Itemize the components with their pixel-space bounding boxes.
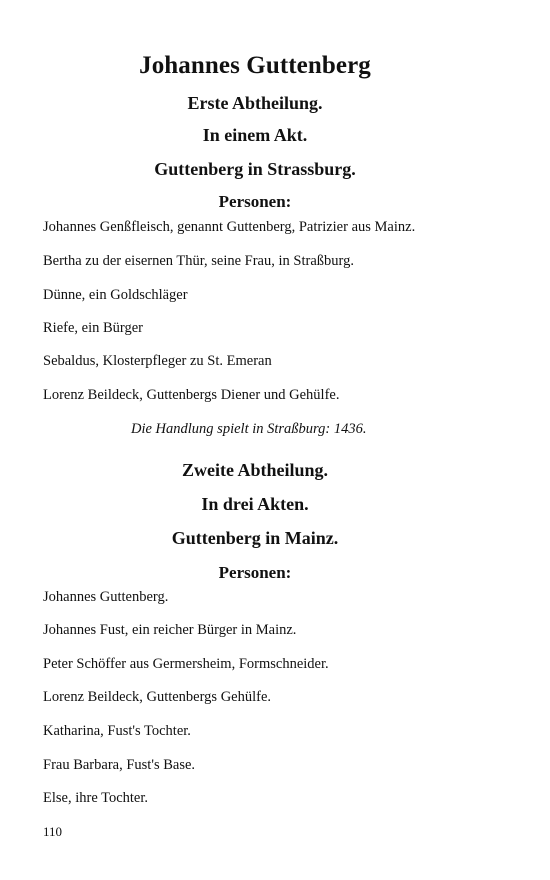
person-entry: Lorenz Beildeck, Guttenbergs Diener und Gehülfe. bbox=[43, 387, 340, 403]
person-entry: Peter Schöffer aus Germersheim, Formschneider. bbox=[43, 656, 329, 672]
person-entry: Johannes Fust, ein reicher Bürger in Mainz. bbox=[43, 622, 297, 638]
person-entry: Johannes Guttenberg. bbox=[43, 589, 169, 605]
setting-note: Die Handlung spielt in Straßburg: 1436. bbox=[131, 421, 367, 437]
part2-acts: In drei Akten. bbox=[201, 494, 309, 514]
part1-subtitle: Guttenberg in Strassburg. bbox=[154, 159, 356, 179]
person-entry: Katharina, Fust's Tochter. bbox=[43, 723, 191, 739]
person-entry: Riefe, ein Bürger bbox=[43, 320, 143, 336]
part2-personen-label: Personen: bbox=[218, 563, 292, 582]
part1-personen-label: Personen: bbox=[218, 192, 292, 211]
person-entry: Dünne, ein Goldschläger bbox=[43, 287, 188, 303]
person-entry: Lorenz Beildeck, Guttenbergs Gehülfe. bbox=[43, 689, 272, 705]
person-entry: Johannes Genßfleisch, genannt Guttenberg, Patrizier aus Mainz. bbox=[43, 219, 416, 235]
part2-subtitle: Guttenberg in Mainz. bbox=[171, 528, 339, 548]
part1-heading: Erste Abtheilung. bbox=[187, 93, 323, 113]
page-number: 110 bbox=[43, 824, 63, 839]
play-title: Johannes Guttenberg bbox=[139, 52, 371, 79]
person-entry: Bertha zu der eisernen Thür, seine Frau, in Straßburg. bbox=[43, 253, 354, 269]
person-entry: Sebaldus, Klosterpfleger zu St. Emeran bbox=[43, 353, 272, 369]
person-entry: Else, ihre Tochter. bbox=[43, 790, 149, 806]
part2-heading: Zweite Abtheilung. bbox=[181, 460, 328, 480]
part1-acts: In einem Akt. bbox=[202, 125, 308, 145]
person-entry: Frau Barbara, Fust's Base. bbox=[43, 757, 196, 773]
